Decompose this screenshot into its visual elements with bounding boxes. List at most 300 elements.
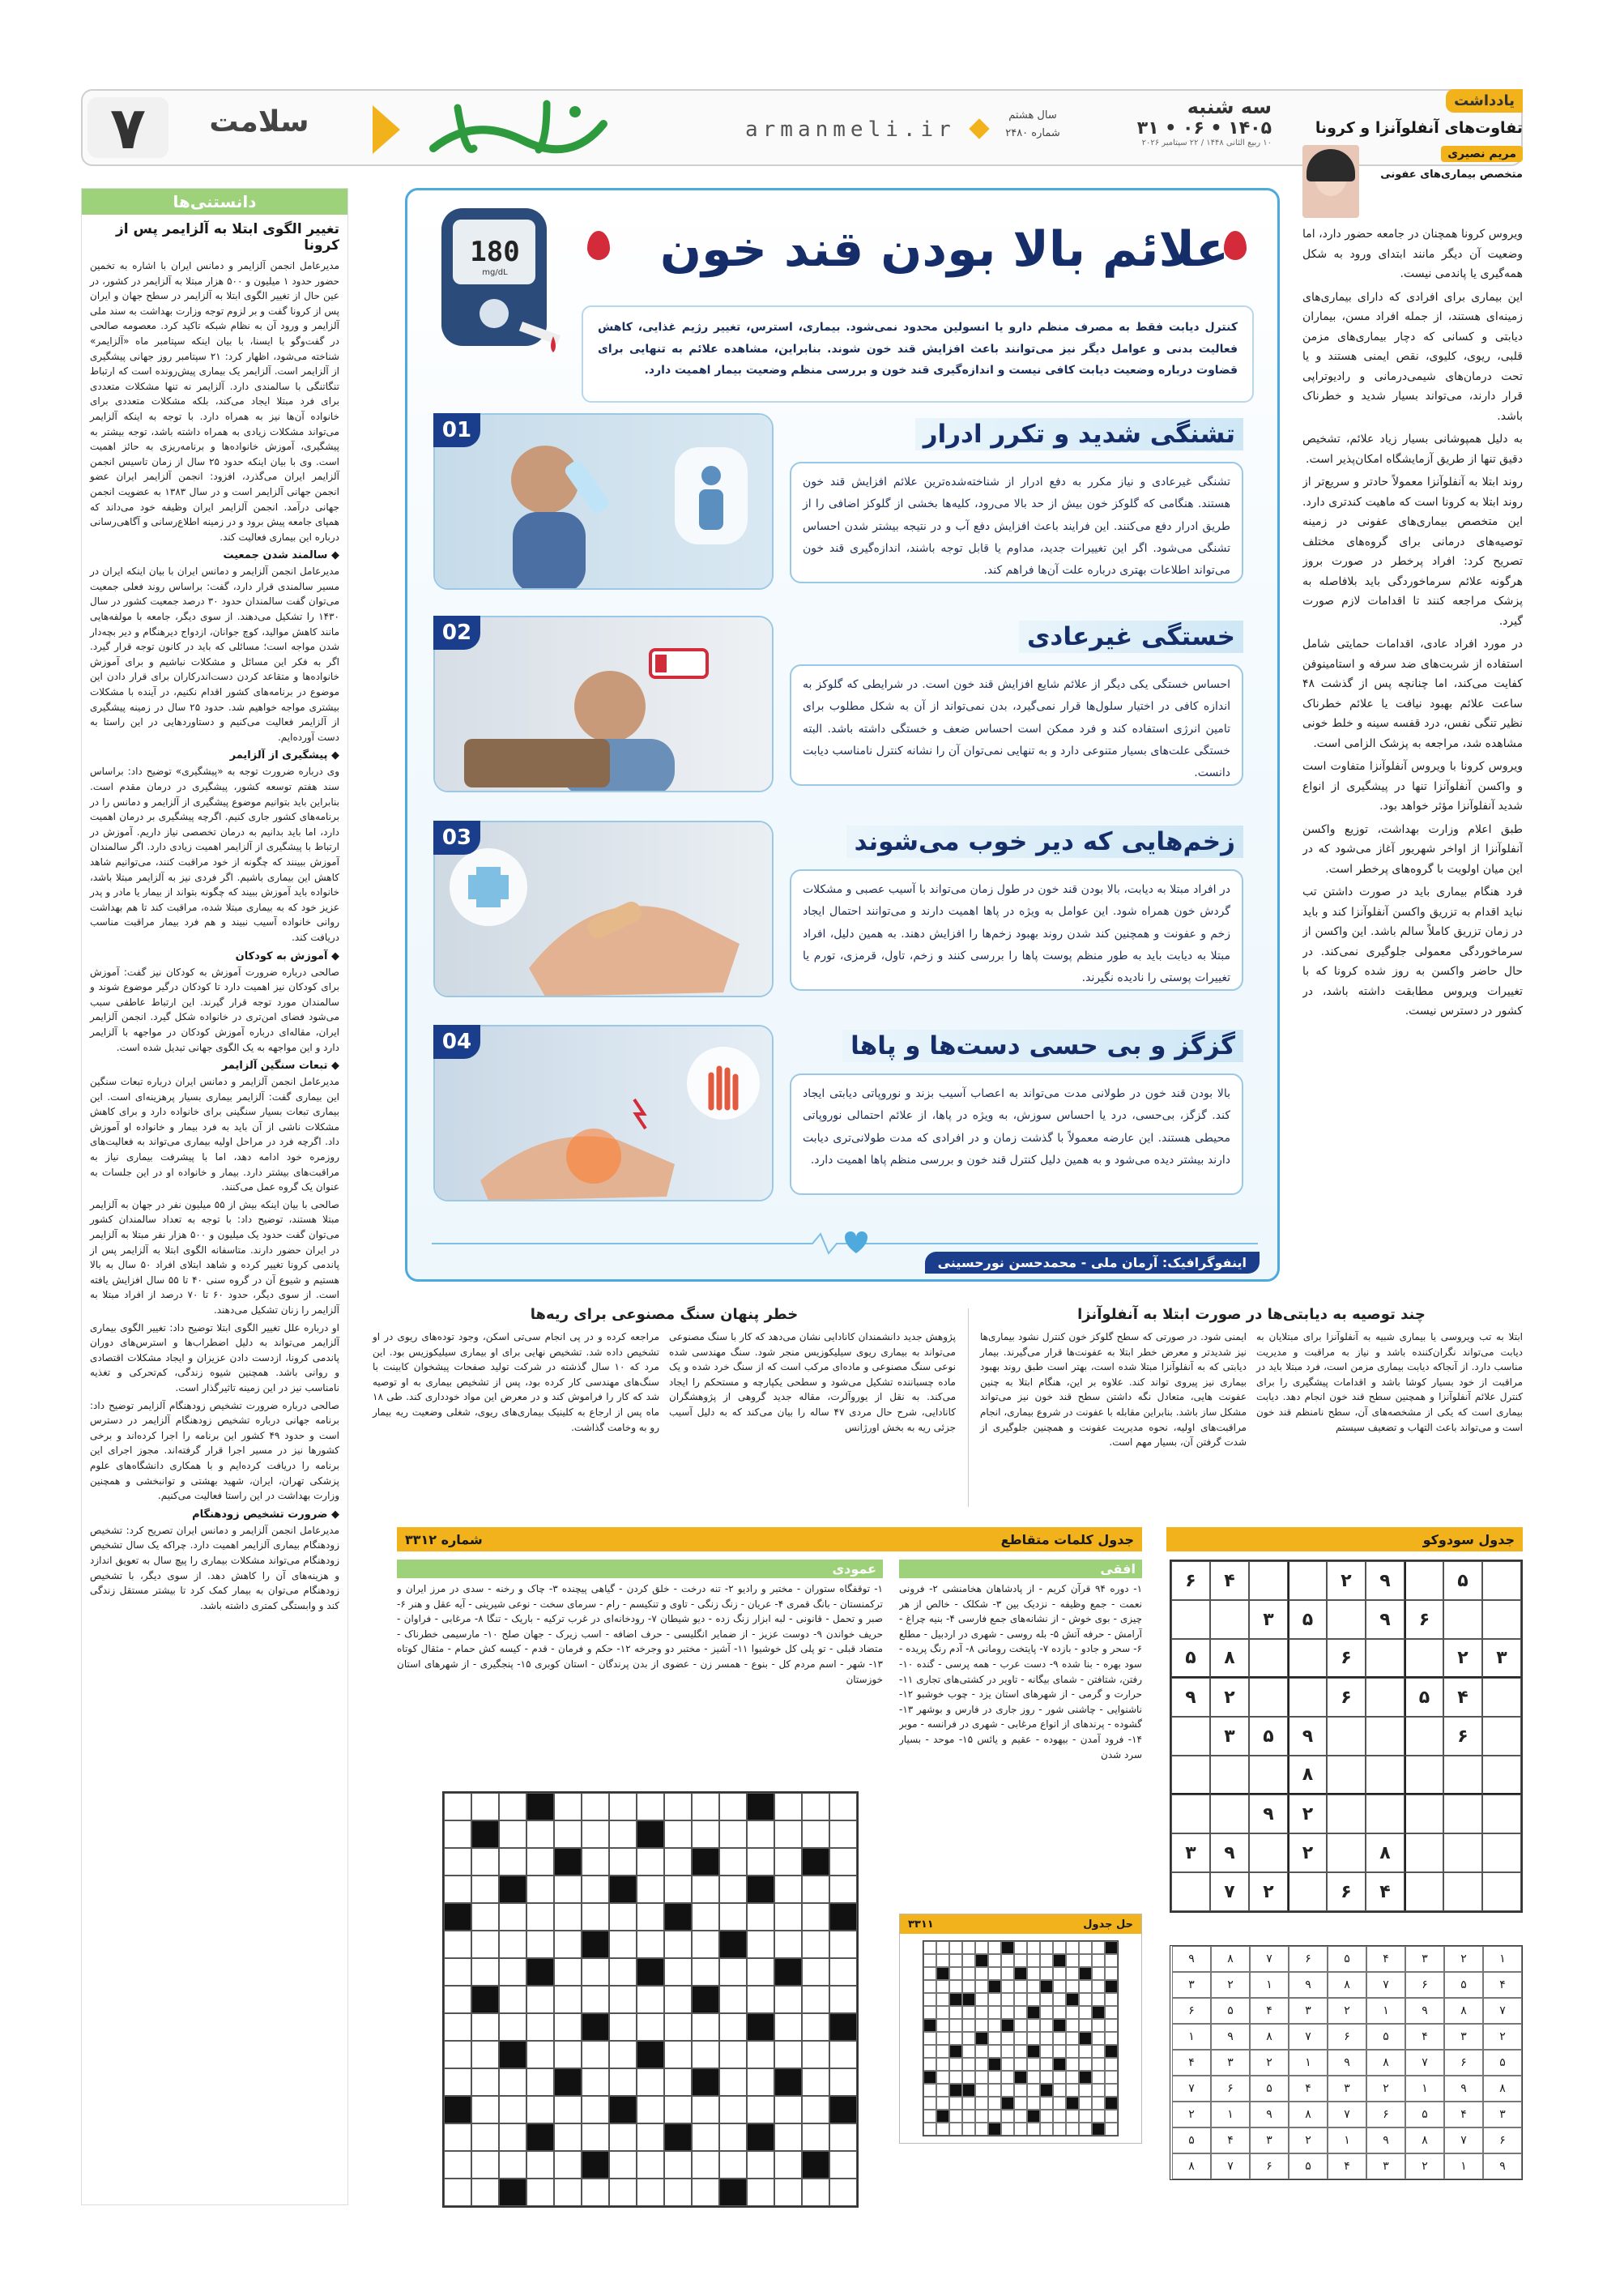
solution-cell [1092, 2032, 1105, 2045]
crossword-cell[interactable] [719, 1876, 747, 1903]
crossword-cell[interactable] [554, 2151, 582, 2179]
crossword-cell[interactable] [554, 2179, 582, 2206]
sudoku-cell[interactable]: ۲ [1443, 1639, 1482, 1678]
solution-cell [923, 2058, 936, 2071]
crossword-cell[interactable] [554, 1958, 582, 1986]
sudoku-cell[interactable] [1482, 1833, 1521, 1872]
sudoku-cell[interactable] [1443, 1600, 1482, 1639]
solution-cell [1014, 1980, 1027, 1993]
crossword-cell[interactable] [582, 2068, 609, 2096]
solution-cell [923, 1967, 936, 1980]
crossword-cell[interactable] [471, 2013, 499, 2041]
sudoku-cell[interactable]: ۲ [1288, 1795, 1327, 1833]
crossword-cell[interactable] [637, 2096, 664, 2123]
crossword-cell[interactable] [637, 1793, 664, 1820]
crossword-cell[interactable] [499, 1986, 526, 2013]
sudoku-cell[interactable] [1327, 1600, 1366, 1639]
crossword-cell[interactable] [802, 1986, 829, 2013]
crossword-cell[interactable] [802, 1903, 829, 1931]
sudoku-cell[interactable]: ۲ [1327, 1561, 1366, 1600]
crossword-cell[interactable] [582, 1876, 609, 1903]
crossword-cell[interactable] [582, 2041, 609, 2068]
logo [421, 89, 616, 166]
crossword-cell[interactable] [692, 2151, 719, 2179]
crossword-cell[interactable] [774, 2151, 802, 2179]
crossword-cell[interactable] [444, 1848, 471, 1876]
card-number: 04 [433, 1025, 480, 1059]
sudoku-cell[interactable] [1366, 1639, 1405, 1678]
crossword-cell[interactable] [609, 1820, 637, 1848]
sudoku-cell[interactable]: ۴ [1443, 1678, 1482, 1717]
crossword-cell[interactable] [637, 2013, 664, 2041]
crossword-cell[interactable] [829, 1958, 857, 1986]
crossword-cell[interactable] [719, 1986, 747, 2013]
crossword-cell[interactable] [719, 2068, 747, 2096]
sudoku-cell[interactable] [1405, 1795, 1443, 1833]
crossword-cell[interactable] [802, 1820, 829, 1848]
sudoku-cell[interactable]: ۵ [1249, 1717, 1288, 1756]
crossword-cell[interactable] [637, 2123, 664, 2151]
crossword-cell[interactable] [692, 2013, 719, 2041]
crossword-cell[interactable] [692, 1876, 719, 1903]
sudoku-cell[interactable] [1405, 1639, 1443, 1678]
crossword-cell[interactable] [499, 2068, 526, 2096]
crossword-cell[interactable] [692, 1820, 719, 1848]
crossword-cell[interactable] [444, 2068, 471, 2096]
crossword-cell[interactable] [609, 2179, 637, 2206]
crossword-cell[interactable] [664, 1820, 692, 1848]
crossword-cell[interactable] [829, 1848, 857, 1876]
sudoku-cell[interactable]: ۳ [1249, 1600, 1288, 1639]
crossword-cell[interactable] [747, 1958, 774, 1986]
crossword-cell[interactable] [802, 1876, 829, 1903]
sudoku-cell[interactable] [1405, 1561, 1443, 1600]
sudoku-cell[interactable] [1405, 1833, 1443, 1872]
sudoku-cell[interactable] [1210, 1756, 1249, 1795]
sudoku-cell[interactable] [1288, 1872, 1327, 1911]
solution-cell [975, 1980, 988, 1993]
sudoku-cell[interactable] [1171, 1756, 1210, 1795]
sudoku-cell[interactable]: ۶ [1443, 1717, 1482, 1756]
crossword-cell[interactable] [829, 1793, 857, 1820]
crossword-cell[interactable] [802, 2179, 829, 2206]
crossword-cell[interactable] [444, 1820, 471, 1848]
crossword-cell[interactable] [664, 2096, 692, 2123]
crossword-cell[interactable] [471, 2068, 499, 2096]
sudoku-cell[interactable] [1443, 1795, 1482, 1833]
sudoku-cell[interactable] [1366, 1756, 1405, 1795]
solution-cell [962, 2006, 975, 2019]
crossword-cell[interactable] [692, 1793, 719, 1820]
solution-block [962, 2084, 975, 2097]
sudoku-cell[interactable] [1405, 1756, 1443, 1795]
crossword-cell[interactable] [829, 2123, 857, 2151]
crossword-cell[interactable] [609, 1931, 637, 1958]
crossword-cell[interactable] [637, 2151, 664, 2179]
crossword-cell[interactable] [609, 1958, 637, 1986]
crossword-cell[interactable] [582, 2123, 609, 2151]
sudoku-cell[interactable] [1366, 1795, 1405, 1833]
crossword-cell[interactable] [499, 1848, 526, 1876]
solution-cell [1027, 2123, 1040, 2136]
crossword-cell[interactable] [829, 1820, 857, 1848]
sudoku-cell[interactable]: ۶ [1171, 1561, 1210, 1600]
crossword-cell[interactable] [747, 2041, 774, 2068]
crossword-cell[interactable] [664, 2179, 692, 2206]
crossword-cell[interactable] [499, 2013, 526, 2041]
crossword-cell[interactable] [747, 1903, 774, 1931]
sudoku-cell[interactable] [1249, 1678, 1288, 1717]
sudoku-cell[interactable] [1482, 1600, 1521, 1639]
crossword-cell[interactable] [664, 1958, 692, 1986]
crossword-cell[interactable] [719, 1958, 747, 1986]
crossword-cell[interactable] [609, 2123, 637, 2151]
sudoku-solution-cell: ۹ [1405, 1998, 1444, 2024]
sudoku-cell[interactable]: ۶ [1327, 1678, 1366, 1717]
crossword-cell[interactable] [719, 2013, 747, 2041]
crossword-cell[interactable] [637, 1876, 664, 1903]
solution-cell [949, 2006, 962, 2019]
crossword-cell[interactable] [609, 2013, 637, 2041]
crossword-cell[interactable] [471, 1848, 499, 1876]
crossword-cell[interactable] [719, 1903, 747, 1931]
sudoku-cell[interactable] [1443, 1833, 1482, 1872]
crossword-cell[interactable] [637, 1903, 664, 1931]
sudoku-cell[interactable]: ۵ [1288, 1600, 1327, 1639]
infographic-credit: اینفوگرافیک: آرمان ملی - محمدحسن نورحسینی [925, 1252, 1260, 1274]
crossword-cell[interactable] [692, 2041, 719, 2068]
crossword-cell[interactable] [582, 2179, 609, 2206]
sudoku-cell[interactable]: ۸ [1366, 1833, 1405, 1872]
crossword-cell[interactable] [774, 2013, 802, 2041]
sudoku-cell[interactable] [1249, 1561, 1288, 1600]
crossword-cell[interactable] [829, 2179, 857, 2206]
sudoku-solution-cell: ۴ [1211, 2127, 1250, 2153]
sudoku-cell[interactable]: ۸ [1210, 1639, 1249, 1678]
crossword-cell[interactable] [664, 1876, 692, 1903]
sudoku-cell[interactable] [1249, 1639, 1288, 1678]
crossword-cell[interactable] [582, 2096, 609, 2123]
crossword-cell[interactable] [526, 1986, 554, 2013]
solution-block [962, 1993, 975, 2006]
crossword-cell[interactable] [719, 2096, 747, 2123]
sudoku-cell[interactable] [1327, 1756, 1366, 1795]
sudoku-cell[interactable] [1249, 1833, 1288, 1872]
sudoku-solution-cell: ۹ [1328, 2050, 1366, 2076]
crossword-cell[interactable] [471, 2041, 499, 2068]
crossword-cell[interactable] [829, 2041, 857, 2068]
sudoku-cell[interactable]: ۹ [1249, 1795, 1288, 1833]
crossword-cell[interactable] [637, 1986, 664, 2013]
solution-cell [1079, 2123, 1092, 2136]
sudoku-cell[interactable]: ۹ [1366, 1600, 1405, 1639]
crossword-cell[interactable] [444, 1793, 471, 1820]
sudoku-cell[interactable] [1482, 1561, 1521, 1600]
crossword-cell[interactable] [692, 2096, 719, 2123]
crossword-cell[interactable] [802, 2013, 829, 2041]
sudoku-cell[interactable]: ۳ [1210, 1717, 1249, 1756]
crossword-cell[interactable] [664, 1848, 692, 1876]
crossword-cell[interactable] [774, 1820, 802, 1848]
crossword-cell[interactable] [471, 1793, 499, 1820]
sudoku-cell[interactable]: ۵ [1443, 1561, 1482, 1600]
crossword-cell[interactable] [747, 2179, 774, 2206]
sudoku-cell[interactable] [1482, 1717, 1521, 1756]
crossword-cell[interactable] [444, 2123, 471, 2151]
crossword-cell[interactable] [582, 1986, 609, 2013]
crossword-cell[interactable] [747, 1820, 774, 1848]
crossword-cell[interactable] [664, 2068, 692, 2096]
crossword-cell[interactable] [471, 2179, 499, 2206]
crossword-cell[interactable] [664, 2041, 692, 2068]
crossword-cell[interactable] [692, 1931, 719, 1958]
crossword-cell[interactable] [526, 2013, 554, 2041]
crossword-cell[interactable] [774, 1931, 802, 1958]
crossword-cell[interactable] [829, 1876, 857, 1903]
solution-cell [1001, 2045, 1014, 2058]
crossword-cell[interactable] [774, 2179, 802, 2206]
crossword-cell[interactable] [554, 1986, 582, 2013]
crossword-cell[interactable] [719, 1848, 747, 1876]
crossword-cell[interactable] [499, 1820, 526, 1848]
sudoku-cell[interactable] [1366, 1678, 1405, 1717]
crossword-cell[interactable] [471, 2151, 499, 2179]
crossword-cell[interactable] [526, 2179, 554, 2206]
card-illustration [433, 821, 774, 997]
crossword-cell[interactable] [774, 1986, 802, 2013]
crossword-cell[interactable] [444, 1876, 471, 1903]
crossword-cell[interactable] [692, 2123, 719, 2151]
sudoku-cell[interactable] [1482, 1872, 1521, 1911]
sudoku-cell[interactable] [1171, 1872, 1210, 1911]
crossword-cell[interactable] [471, 1958, 499, 1986]
crossword-block [802, 1848, 829, 1876]
sudoku-cell[interactable]: ۹ [1171, 1678, 1210, 1717]
sudoku-cell[interactable] [1171, 1600, 1210, 1639]
sudoku-cell[interactable] [1327, 1795, 1366, 1833]
sudoku-cell[interactable]: ۹ [1288, 1717, 1327, 1756]
crossword-cell[interactable] [609, 1986, 637, 2013]
crossword-cell[interactable] [471, 2096, 499, 2123]
sudoku-cell[interactable] [1482, 1678, 1521, 1717]
crossword-cell[interactable] [444, 2041, 471, 2068]
sudoku-cell[interactable] [1327, 1833, 1366, 1872]
crossword-cell[interactable] [802, 1958, 829, 1986]
crossword-cell[interactable] [499, 1931, 526, 1958]
crossword-cell[interactable] [444, 1931, 471, 1958]
solution-cell [1105, 2110, 1118, 2123]
crossword-cell[interactable] [582, 1958, 609, 1986]
crossword-cell[interactable] [554, 1931, 582, 1958]
sudoku-cell[interactable] [1405, 1872, 1443, 1911]
crossword-cell[interactable] [719, 1820, 747, 1848]
crossword-cell[interactable] [802, 1931, 829, 1958]
crossword-cell[interactable] [664, 1986, 692, 2013]
crossword-cell[interactable] [664, 2013, 692, 2041]
sudoku-cell[interactable]: ۸ [1288, 1756, 1327, 1795]
sudoku-cell[interactable] [1288, 1639, 1327, 1678]
crossword-cell[interactable] [747, 2068, 774, 2096]
sudoku-cell[interactable] [1210, 1795, 1249, 1833]
crossword-cell[interactable] [526, 1848, 554, 1876]
crossword-cell[interactable] [609, 2041, 637, 2068]
crossword-cell[interactable] [747, 2151, 774, 2179]
crossword-cell[interactable] [829, 1986, 857, 2013]
crossword-cell[interactable] [526, 2096, 554, 2123]
crossword-cell[interactable] [499, 2123, 526, 2151]
crossword-cell[interactable] [609, 1793, 637, 1820]
sudoku-cell[interactable]: ۳ [1482, 1639, 1521, 1678]
crossword-cell[interactable] [719, 2123, 747, 2151]
crossword-cell[interactable] [499, 1958, 526, 1986]
crossword-cell[interactable] [774, 2096, 802, 2123]
crossword-cell[interactable] [554, 2041, 582, 2068]
crossword-cell[interactable] [747, 1986, 774, 2013]
crossword-cell[interactable] [582, 1793, 609, 1820]
solution-cell [936, 2071, 949, 2084]
sudoku-cell[interactable]: ۶ [1327, 1639, 1366, 1678]
site-url[interactable]: armanmeli.ir [745, 117, 956, 142]
crossword-cell[interactable] [499, 2096, 526, 2123]
crossword-cell[interactable] [471, 1903, 499, 1931]
crossword-cell[interactable] [774, 1876, 802, 1903]
crossword-cell[interactable] [637, 2068, 664, 2096]
crossword-cell[interactable] [526, 2151, 554, 2179]
solution-block [988, 1980, 1001, 1993]
sudoku-cell[interactable] [1405, 1717, 1443, 1756]
facts-subheading: ◆ تبعات سنگین آلزایمر [221, 1060, 339, 1073]
crossword-cell[interactable] [499, 2151, 526, 2179]
sudoku-cell[interactable] [1482, 1756, 1521, 1795]
crossword-cell[interactable] [444, 2151, 471, 2179]
crossword-cell[interactable] [747, 1931, 774, 1958]
crossword-cell[interactable] [444, 2179, 471, 2206]
sudoku-cell[interactable]: ۹ [1210, 1833, 1249, 1872]
crossword-cell[interactable] [802, 2068, 829, 2096]
crossword-cell[interactable] [499, 1903, 526, 1931]
solution-cell [923, 2006, 936, 2019]
crossword-cell[interactable] [692, 1958, 719, 1986]
crossword-cell[interactable] [664, 2151, 692, 2179]
crossword-cell[interactable] [471, 1931, 499, 1958]
crossword-cell[interactable] [471, 1876, 499, 1903]
crossword-cell[interactable] [774, 2041, 802, 2068]
sudoku-solution-cell: ۳ [1172, 1972, 1211, 1998]
sudoku-cell[interactable] [1210, 1600, 1249, 1639]
crossword-cell[interactable] [637, 1848, 664, 1876]
crossword-cell[interactable] [609, 2151, 637, 2179]
crossword-cell[interactable] [526, 1820, 554, 1848]
sudoku-cell[interactable] [1327, 1717, 1366, 1756]
crossword-cell[interactable] [719, 1793, 747, 1820]
crossword-cell[interactable] [554, 1903, 582, 1931]
crossword-cell[interactable] [692, 1903, 719, 1931]
crossword-cell[interactable] [554, 1820, 582, 1848]
sudoku-cell[interactable] [1443, 1756, 1482, 1795]
sudoku-cell[interactable]: ۴ [1366, 1872, 1405, 1911]
sudoku-cell[interactable]: ۶ [1327, 1872, 1366, 1911]
crossword-cell[interactable] [829, 2068, 857, 2096]
sudoku-cell[interactable]: ۹ [1366, 1561, 1405, 1600]
crossword-cell[interactable] [802, 2041, 829, 2068]
crossword-cell[interactable] [609, 2068, 637, 2096]
crossword-cell[interactable] [471, 2123, 499, 2151]
sudoku-cell[interactable] [1288, 1678, 1327, 1717]
crossword-cell[interactable] [526, 2068, 554, 2096]
sudoku-cell[interactable] [1249, 1756, 1288, 1795]
crossword-cell[interactable] [582, 1848, 609, 1876]
crossword-cell[interactable] [526, 1876, 554, 1903]
sudoku-cell[interactable]: ۵ [1171, 1639, 1210, 1678]
sudoku-cell[interactable] [1288, 1561, 1327, 1600]
crossword-cell[interactable] [802, 2096, 829, 2123]
crossword-cell[interactable] [747, 1848, 774, 1876]
sudoku-cell[interactable]: ۷ [1210, 1872, 1249, 1911]
crossword-cell[interactable] [526, 2041, 554, 2068]
crossword-cell[interactable] [774, 1903, 802, 1931]
crossword-cell[interactable] [802, 1793, 829, 1820]
crossword-cell[interactable] [554, 2123, 582, 2151]
crossword-cell[interactable] [526, 1903, 554, 1931]
crossword-cell[interactable] [582, 1820, 609, 1848]
sudoku-cell[interactable]: ۴ [1210, 1561, 1249, 1600]
sudoku-cell[interactable] [1171, 1795, 1210, 1833]
crossword-cell[interactable] [609, 1903, 637, 1931]
crossword-cell[interactable] [554, 1793, 582, 1820]
crossword-cell[interactable] [499, 1793, 526, 1820]
sudoku-cell[interactable]: ۲ [1249, 1872, 1288, 1911]
sudoku-cell[interactable]: ۲ [1288, 1833, 1327, 1872]
sudoku-cell[interactable] [1171, 1717, 1210, 1756]
solution-cell [1040, 1993, 1053, 2006]
note-title: تفاوت‌های آنفلوآنزا و کرونا [1315, 119, 1523, 137]
sudoku-cell[interactable] [1366, 1717, 1405, 1756]
crossword-cell[interactable] [774, 1848, 802, 1876]
crossword-cell[interactable] [444, 1958, 471, 1986]
crossword-cell[interactable] [554, 1876, 582, 1903]
crossword-cell[interactable] [719, 2151, 747, 2179]
sudoku-cell[interactable] [1443, 1872, 1482, 1911]
crossword-cell[interactable] [774, 1793, 802, 1820]
sudoku-cell[interactable]: ۵ [1405, 1678, 1443, 1717]
crossword-cell[interactable] [582, 1903, 609, 1931]
sudoku-cell[interactable]: ۳ [1171, 1833, 1210, 1872]
crossword-cell[interactable] [829, 2151, 857, 2179]
crossword-cell[interactable] [664, 1931, 692, 1958]
solution-cell [1014, 1941, 1027, 1954]
crossword-cell[interactable] [554, 2096, 582, 2123]
crossword-cell[interactable] [444, 1986, 471, 2013]
crossword-cell[interactable] [526, 1931, 554, 1958]
crossword-cell[interactable] [802, 2123, 829, 2151]
crossword-cell[interactable] [637, 2179, 664, 2206]
sudoku-cell[interactable] [1482, 1795, 1521, 1833]
crossword-cell[interactable] [609, 1848, 637, 1876]
crossword-cell[interactable] [554, 2013, 582, 2041]
crossword-cell[interactable] [747, 2096, 774, 2123]
crossword-cell[interactable] [829, 1931, 857, 1958]
crossword-cell[interactable] [664, 1793, 692, 1820]
crossword-cell[interactable] [637, 1931, 664, 1958]
crossword-cell[interactable] [774, 2123, 802, 2151]
sudoku-cell[interactable]: ۶ [1405, 1600, 1443, 1639]
crossword-cell[interactable] [719, 2041, 747, 2068]
solution-cell [988, 2032, 1001, 2045]
crossword-cell[interactable] [692, 2179, 719, 2206]
crossword-cell[interactable] [444, 2013, 471, 2041]
sudoku-cell[interactable]: ۲ [1210, 1678, 1249, 1717]
sudoku-solution-cell: ۹ [1172, 1946, 1211, 1972]
